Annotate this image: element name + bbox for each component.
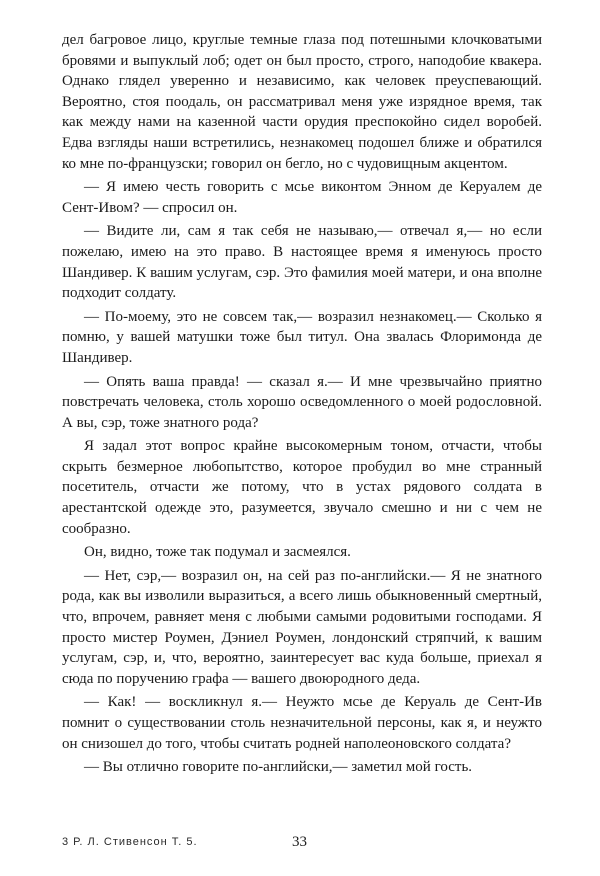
paragraph-2: — Я имею честь говорить с мсье виконтом Энном де Керуалем де Сент-Ивом? — спросил он.	[62, 179, 542, 216]
paragraph-1: дел багровое лицо, круглые темные глаза под потешными клочковатыми бровями и выпуклый лоб; одет он был просто, строго, наподобие квакера. Однако глядел уверенно и независимо, как человек преуспевающий. Вероятно, стоя поодаль, он рассматривал меня уже изрядное время, так как между нами на казенной части орудия преспокойно сидел воробей. Едва взгляды наши встретились, незнакомец подошел ближе и обратился ко мне по-французски; говорил он бегло, но с чудовищным акцентом.	[62, 32, 542, 172]
paragraph-8: — Нет, сэр,— возразил он, на сей раз по-английски.— Я не знатного рода, как вы изволили выразиться, а всего лишь обыкновенный смертный, что, впрочем, равняет меня с любыми самыми родовитыми господами. Я просто мистер Роумен, Дэниел Роумен, лондонский стряпчий, к вашим услугам, сэр, и, что, вероятно, заинтересует вас куда больше, приехал я сюда по поручению графа — вашего двоюродного деда.	[62, 567, 542, 687]
paragraph-10: — Вы отлично говорите по-английски,— заметил мой гость.	[84, 759, 473, 776]
paragraph-5: — Опять ваша правда! — сказал я.— И мне чрезвычайно приятно повстречать человека, столь хорошо осведомленного о моей родословной. А вы, сэр, тоже знатного рода?	[62, 373, 542, 431]
page-text	[62, 30, 542, 778]
printer-signature: 3 Р. Л. Стивенсон Т. 5.	[62, 836, 198, 848]
page-footer	[62, 834, 542, 854]
page-number: 33	[292, 834, 307, 850]
paragraph-4: — По-моему, это не совсем так,— возразил незнакомец.— Сколько я помню, у вашей матушки тоже был титул. Она звалась Флоримонда де Шандивер.	[62, 308, 542, 366]
paragraph-3: — Видите ли, сам я так себя не называю,— отвечал я,— но если пожелаю, имею на это право. В настоящее время я именуюсь просто Шандивер. К вашим услугам, сэр. Это фамилия моей матери, и она вполне подходит солдату.	[62, 223, 542, 302]
paragraph-6: Я задал этот вопрос крайне высокомерным тоном, отчасти, чтобы скрыть безмерное любопытство, которое пробудил во мне странный посетитель, отчасти же потому, что в устах рядового солдата в арестантской одежде это, разумеется, звучало смешно и ни с чем не сообразно.	[62, 438, 542, 537]
paragraph-9: — Как! — воскликнул я.— Неужто мсье де Керуаль де Сент-Ив помнит о существовании столь незначительной персоны, как я, и неужто он снизошел до того, чтобы считать родней наполеоновского солдата?	[62, 694, 542, 752]
paragraph-7: Он, видно, тоже так подумал и засмеялся.	[84, 544, 351, 561]
